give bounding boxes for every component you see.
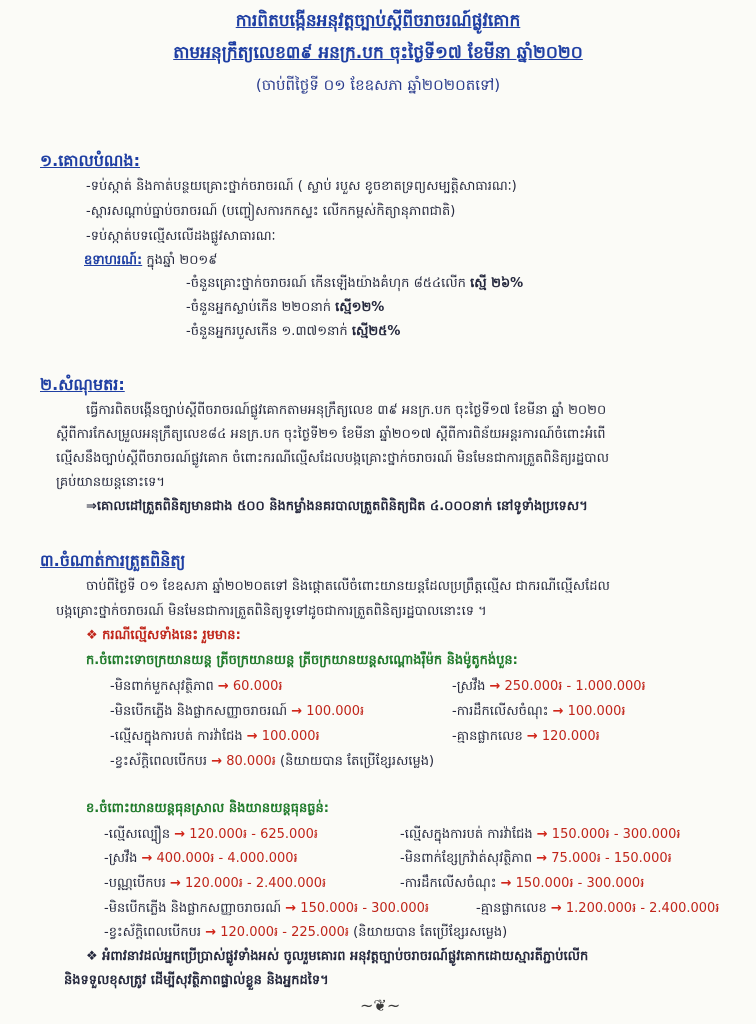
section-2-line-4: គ្រប់យានយន្តនោះទេ។ <box>56 475 165 490</box>
example-line <box>84 252 217 271</box>
objective-3: -ទប់ស្កាត់បទល្មើសលើដងផ្លូវសាធារណៈ <box>86 229 276 244</box>
arrow-icon: → <box>489 679 501 694</box>
section-1-heading: ១.គោលបំណង: <box>40 151 140 170</box>
fine-amount: 60.000៛ <box>232 679 283 694</box>
fine-a-right-0 <box>452 678 646 697</box>
stat-deaths <box>186 299 384 318</box>
fine-amount: 1.200.000៛ - 2.400.000៛ <box>565 901 720 916</box>
fine-b-right-1 <box>400 850 672 869</box>
arrow-icon: → <box>174 827 186 842</box>
fine-label: -ល្មើសក្នុងការបត់ ការវ៉ាជែង <box>110 729 243 744</box>
sub-a-heading: ក.ចំពោះទោចក្រយានយន្ត ត្រីចក្រយានយន្ត ត្រីចក្រយានយន្តសណ្តោងរ៉ឺម៉ក និងម៉ូតូកង់បួន: <box>86 653 518 668</box>
arrow-icon: → <box>291 704 303 719</box>
fine-b-left-1 <box>104 850 298 869</box>
fine-amount: 150.000៛ - 300.000៛ <box>300 901 430 916</box>
stat-injuries <box>186 323 400 342</box>
section-2-target: ⇒គោលដៅត្រួតពិនិត្យមានជាង ៥០០ និងកម្លាំងនគរបាលត្រួតពិនិត្យជិត ៤.០០០នាក់ នៅទូទាំងប្រទេស។ <box>86 499 588 514</box>
fine-amount: 120.000៛ - 225.000៛ <box>220 925 349 940</box>
title-line-1: ការពិតបង្កើនអនុវត្តច្បាប់ស្តីពីចរាចរណ៍ផ្លូវគោក <box>235 11 521 31</box>
title-line-2: តាមអនុក្រឹត្យលេខ៣៩ អនក្រ.បក ចុះថ្ងៃទី១៧ ខែមីនា ឆ្នាំ២០២០ <box>173 43 583 63</box>
arrow-icon: → <box>536 851 548 866</box>
title-line-3: (ចាប់ពីថ្ងៃទី ០១ ខែឧសភា ឆ្នាំ២០២០តទៅ) <box>255 76 501 94</box>
fine-b-right-2 <box>400 875 644 894</box>
fine-label: -មិនបើកភ្លើង និងផ្លាកសញ្ញាចរាចរណ៍ <box>104 901 282 916</box>
fine-label: -ល្មើសក្នុងការបត់ ការវ៉ាជែង <box>400 827 533 842</box>
fine-amount: 120.000៛ - 625.000៛ <box>189 827 318 842</box>
fine-a-right-1 <box>452 703 626 722</box>
section-3-line-1: ចាប់ពីថ្ងៃទី ០១ ខែឧសភា ឆ្នាំ២០២០តទៅ និងផ្តោតលើចំពោះយានយន្តដែលប្រព្រឹត្តល្មើស ជាករណីល្មើសដែល <box>86 579 610 594</box>
fine-a-left-2 <box>110 728 320 747</box>
fine-label: -មិនពាក់ខ្សែក្រវ៉ាត់សុវត្ថិភាព <box>400 851 533 866</box>
fine-label: -មិនបើកភ្លើង និងផ្លាកសញ្ញាចរាចរណ៍ <box>110 704 288 719</box>
fine-amount: 250.000៛ - 1.000.000៛ <box>504 679 646 694</box>
fine-b-left-3 <box>104 900 429 919</box>
stat-deaths-text: -ចំនួនអ្នកស្លាប់កើន ២២០នាក់ <box>186 300 331 315</box>
objective-2: -ស្តារសណ្តាប់ធ្នាប់ចរាចរណ៍ (បញ្ចៀសការកកស្ទះ លើកកម្ពស់កិត្យានុភាពជាតិ) <box>86 204 456 219</box>
fine-label: -មិនពាក់មួកសុវត្ថិភាព <box>110 679 214 694</box>
example-year: ក្នុងឆ្នាំ ២០១៩ <box>146 253 218 268</box>
arrow-icon: → <box>550 901 562 916</box>
fine-amount: 100.000៛ <box>567 704 626 719</box>
fine-label: -ខ្វះស័ក្តិពេលបើកបរ <box>104 925 202 940</box>
fine-amount: 100.000៛ <box>261 729 320 744</box>
fine-a-left-3 <box>110 753 434 772</box>
fine-note: (និយាយបាន តែប្រើខ្សែរសម្លេង) <box>280 754 435 769</box>
fine-label: -ស្រវឹង <box>452 679 486 694</box>
stat-injuries-text: -ចំនួនអ្នករបួសកើន ១.៣៧១នាក់ <box>186 324 348 339</box>
stat-accidents-pct: ស្មើ ២៦% <box>470 276 524 291</box>
fine-amount: 100.000៛ <box>306 704 365 719</box>
fine-a-left-0 <box>110 678 283 697</box>
closing-line-2: និងទទួលខុសត្រូវ ដើម្បីសុវត្ថិភាពផ្ទាល់ខ្លួន និងអ្នកដទៃ។ <box>64 973 329 988</box>
fine-label: -បណ្ណបើកបរ <box>104 876 166 891</box>
arrow-icon: → <box>526 729 538 744</box>
section-2-heading: ២.សំណុមតរ: <box>40 375 125 394</box>
fine-b-left-2 <box>104 875 326 894</box>
fine-amount: 75.000៛ - 150.000៛ <box>551 851 672 866</box>
fine-label: -ការដឹកលើសចំណុះ <box>400 876 497 891</box>
sub-b-heading: ខ.ចំពោះយានយន្តធុនស្រាល និងយានយន្តធុនធ្ងន់: <box>86 801 329 816</box>
fine-label: -ល្មើសល្បឿន <box>104 827 171 842</box>
arrow-icon: → <box>211 754 223 769</box>
fine-label: -គ្មានផ្លាកលេខ <box>476 901 547 916</box>
fine-amount: 150.000៛ - 300.000៛ <box>515 876 645 891</box>
arrow-icon: → <box>285 901 297 916</box>
objective-1: -ទប់ស្កាត់ និងកាត់បន្ថយគ្រោះថ្នាក់ចរាចរណ៍ ( ស្លាប់ របួស ខូចខាតទ្រព្យសម្បត្តិសាធារណៈ) <box>86 179 517 194</box>
arrow-icon: → <box>552 704 564 719</box>
arrow-icon: → <box>500 876 512 891</box>
section-3-line-2: បង្កគ្រោះថ្នាក់ចរាចរណ៍ មិនមែនជាការត្រួតពិនិត្យទូទៅដូចជាការត្រួតពិនិត្យរដ្ឋបាលនោះទេ ។ <box>56 604 487 619</box>
section-3-heading: ៣.ចំណាត់ការត្រួតពិនិត្យ <box>40 551 186 570</box>
fine-amount: 400.000៛ - 4.000.000៛ <box>156 851 298 866</box>
arrow-icon: → <box>141 851 153 866</box>
arrow-icon: → <box>217 679 229 694</box>
fine-amount: 80.000៛ <box>226 754 276 769</box>
fine-label: -ស្រវឹង <box>104 851 138 866</box>
arrow-icon: → <box>536 827 548 842</box>
example-label: ឧទាហរណ៍: <box>84 253 143 268</box>
fine-amount: 150.000៛ - 300.000៛ <box>551 827 681 842</box>
fine-a-left-1 <box>110 703 364 722</box>
fine-label: -ខ្វះស័ក្តិពេលបើកបរ <box>110 754 208 769</box>
fine-b-left-4 <box>104 924 507 943</box>
fine-amount: 120.000៛ - 2.400.000៛ <box>185 876 327 891</box>
section-2-line-2: ស្តីពីការកែសម្រួលអនុក្រឹត្យលេខ៨៤ អនក្រ.បក ចុះថ្ងៃទី២១ ខែមីនា ឆ្នាំ២០១៧ ស្តីពីការពិន័យអន្តរការណ៍ចំពោះអំពើ <box>56 427 606 442</box>
cases-label: ❖ ករណីល្មើសទាំងនេះ រួមមាន: <box>86 628 241 643</box>
section-2-line-1: ធ្វើការពិតបង្កើនច្បាប់ស្តីពីចរាចរណ៍ផ្លូវគោកតាមអនុក្រឹត្យលេខ ៣៩ អនក្រ.បក ចុះថ្ងៃទី១៧ ខែមីនា ឆ្នាំ ២០២០ <box>86 403 607 418</box>
section-2-line-3: ល្មើសនឹងច្បាប់ស្តីពីចរាចរណ៍ផ្លូវគោក ចំពោះករណីល្មើសដែលបង្កគ្រោះថ្នាក់ចរាចរណ៍ មិនមែនជាការត្រួតពិនិត្យរដ្ឋបាល <box>56 451 609 466</box>
fine-b-right-3 <box>476 900 719 919</box>
stat-injuries-pct: ស្មើ២៥% <box>351 324 401 339</box>
fine-b-right-0 <box>400 826 681 845</box>
fine-note: (និយាយបាន តែប្រើខ្សែរសម្លេង) <box>353 925 508 940</box>
stat-accidents <box>186 275 523 294</box>
fine-label: -ការដឹកលើសចំណុះ <box>452 704 549 719</box>
closing-line-1: ❖ អំពាវនាវដល់អ្នកប្រើប្រាស់ផ្លូវទាំងអស់ ចូលរួមគោរព អនុវត្តច្បាប់ចរាចរណ៍ផ្លូវគោកដោយស្មារតីភ្ជាប់លើក <box>86 949 589 964</box>
arrow-icon: → <box>169 876 181 891</box>
fine-label: -គ្មានផ្លាកលេខ <box>452 729 523 744</box>
fine-a-right-2 <box>452 728 600 747</box>
arrow-icon: → <box>205 925 217 940</box>
fine-amount: 120.000៛ <box>541 729 600 744</box>
stat-deaths-pct: ស្មើ១២% <box>335 300 385 315</box>
arrow-icon: → <box>246 729 258 744</box>
fine-b-left-0 <box>104 826 318 845</box>
stat-accidents-text: -ចំនួនគ្រោះថ្នាក់ចរាចរណ៍ កើនឡើងយ៉ាងគំហុក ៨៥៤លើក <box>186 276 466 291</box>
ornament-divider-icon: ~❦~ <box>360 996 401 1015</box>
